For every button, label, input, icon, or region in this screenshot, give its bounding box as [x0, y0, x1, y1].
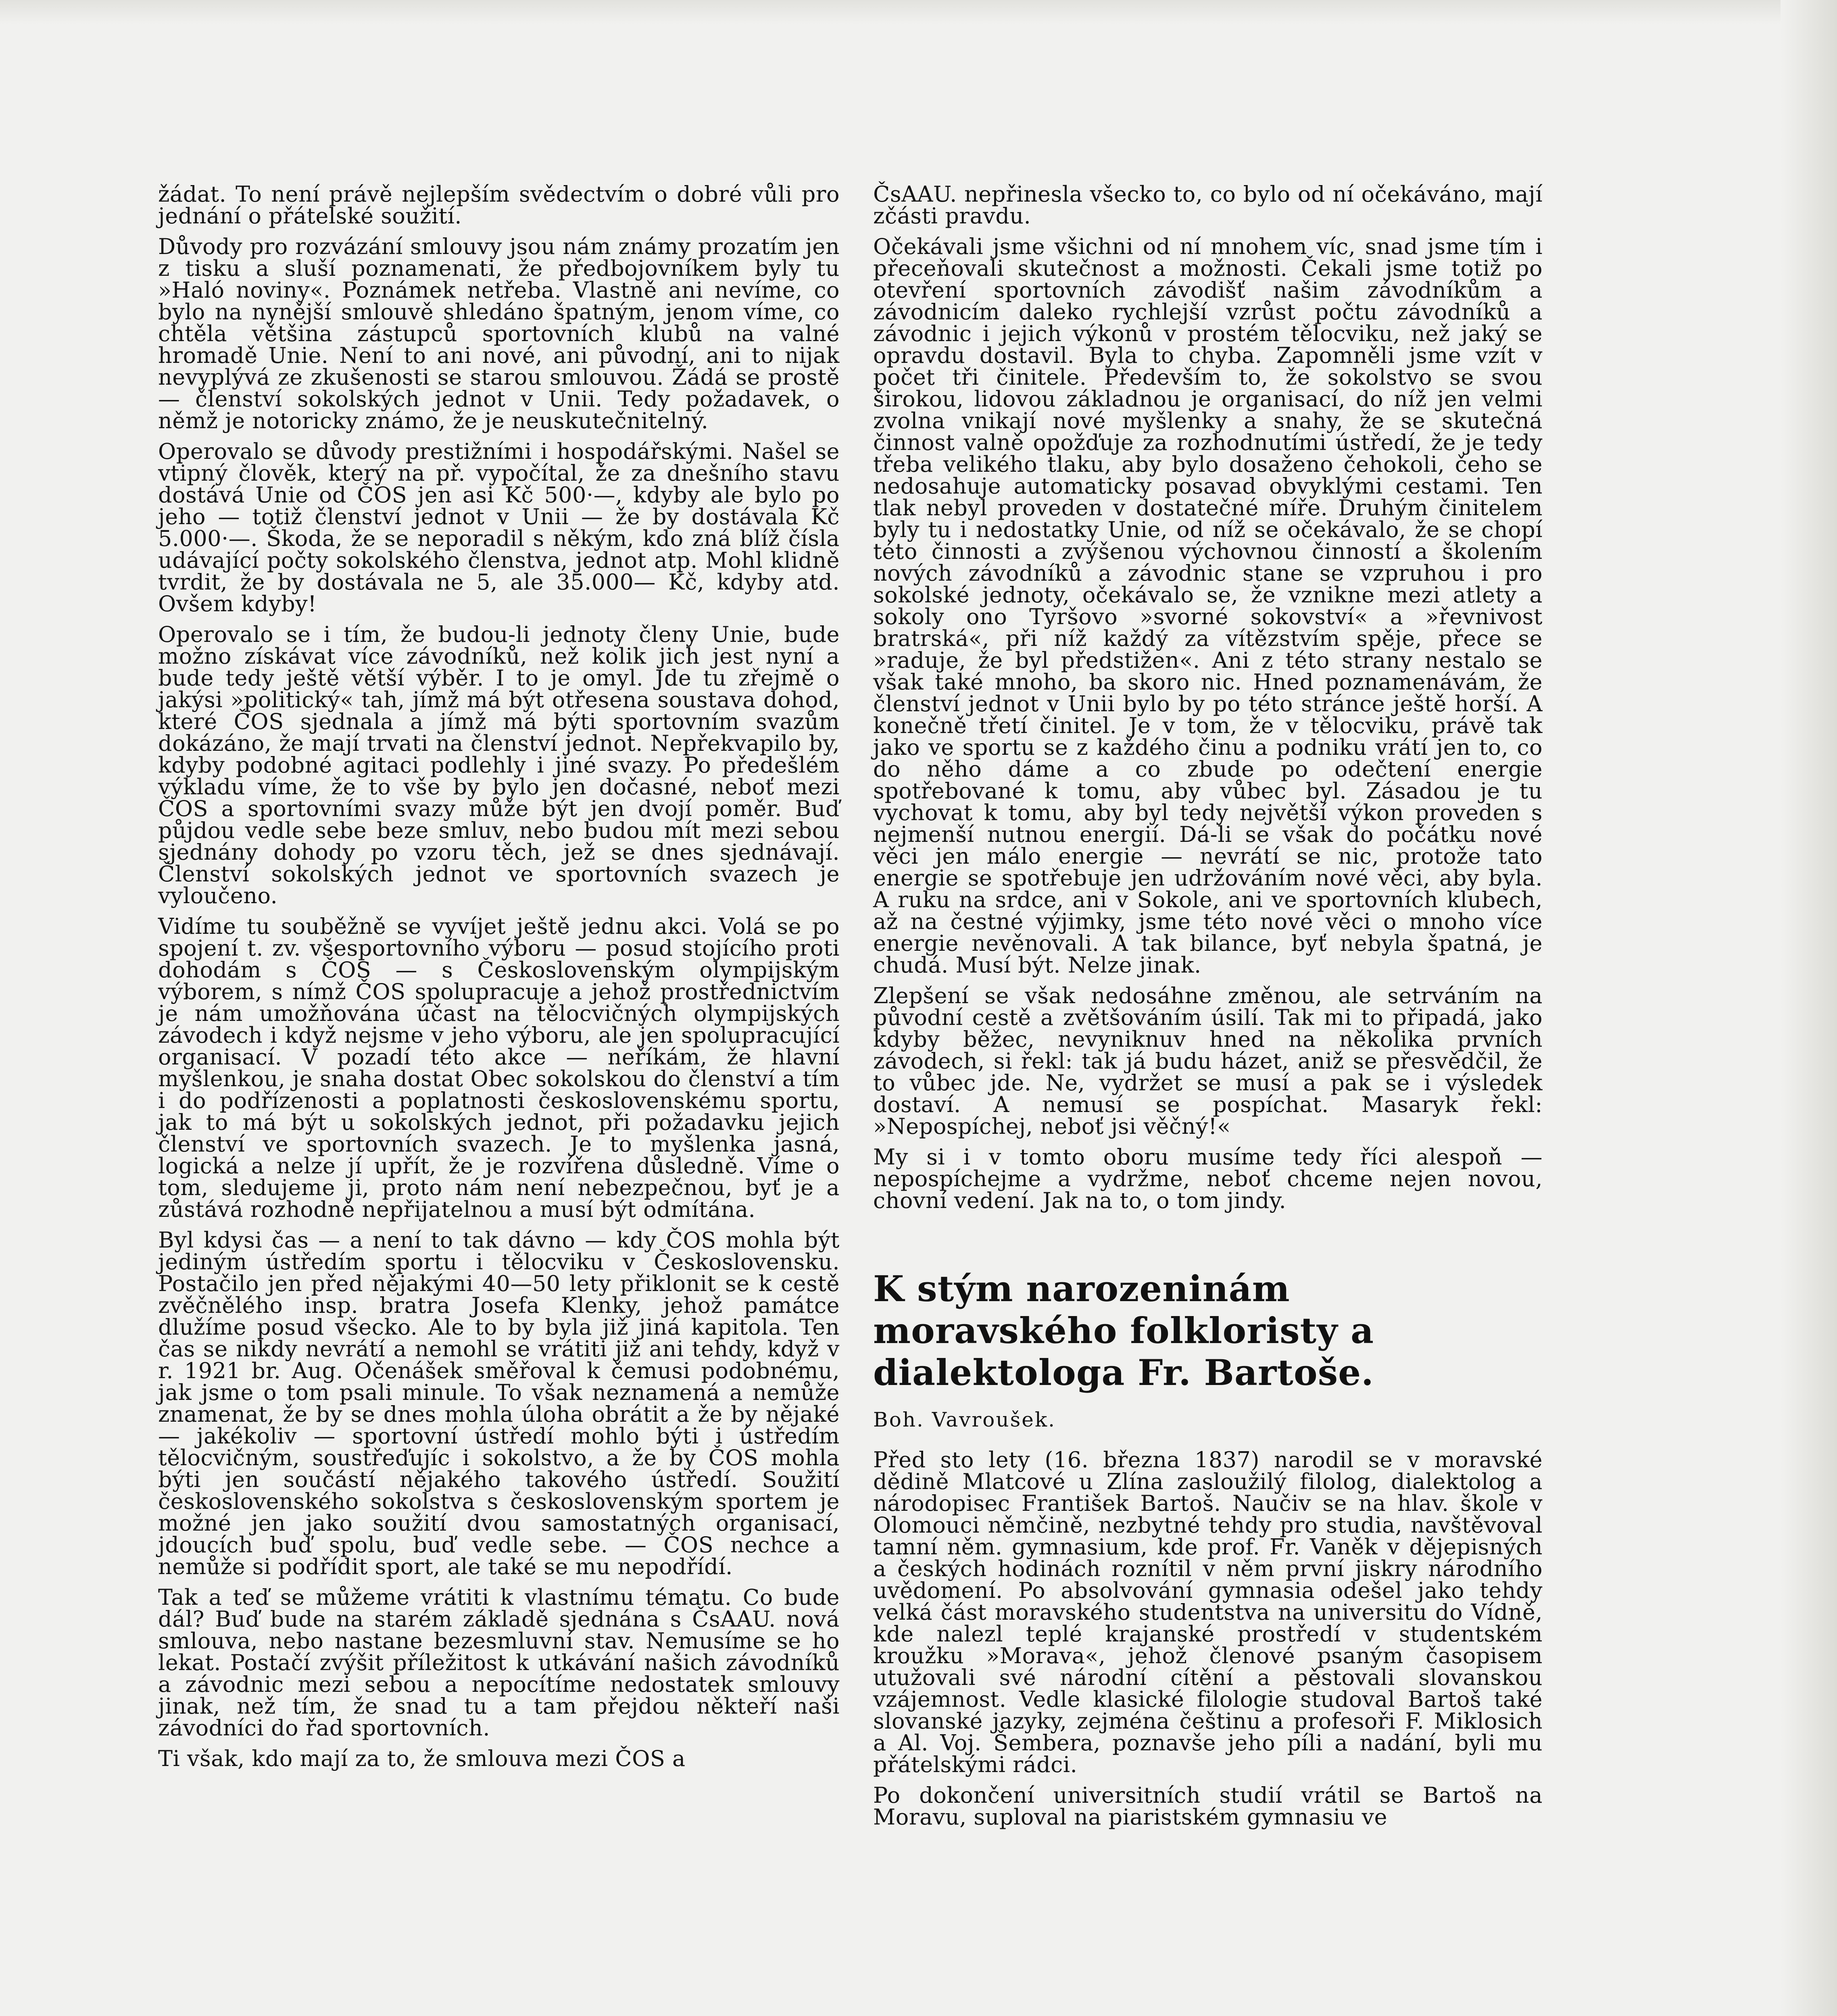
scan-edge	[1781, 0, 1837, 2016]
paragraph: Operovalo se i tím, že budou-li jednoty členy Unie, bude možno získávat více závodníků, než kolik jich jest nyní a bude tedy ještě větší výběr. I to je omyl. Jde tu zřejmě o jakýsi »politický« tah, jímž má být otřesena soustava dohod, které ČOS sjednala a jímž má býti sportovním svazům dokázáno, že mají trvati na členství jednot. Nepřekvapilo by, kdyby podobné agitaci podlehly i jiné svazy. Po předešlém výkladu víme, že to vše by bylo jen dočasné, neboť mezi ČOS a sportovními svazy může být jen dvojí poměr. Buď půjdou vedle sebe beze smluv, nebo budou mít mezi sebou sjednány dohody po vzoru těch, jež se dnes sjednávají. Členství sokolských jednot ve sportovních svazech je vyloučeno.	[158, 622, 840, 908]
article-byline: Boh. Vavroušek.	[873, 1408, 1056, 1432]
paragraph: Důvody pro rozvázání smlouvy jsou nám známy prozatím jen z tisku a sluší poznamenati, že předbojovníkem byly tu »Haló noviny«. Poznámek netřeba. Vlastně ani nevíme, co bylo na nynější smlouvě shledáno špatným, jenom víme, co chtěla většina zástupců sportovních klubů na valné hromadě Unie. Není to ani nové, ani původní, ani to nijak nevyplývá ze zkušenosti se starou smlouvou. Žádá se prostě — členství sokolských jednot v Unii. Tedy požadavek, o němž je notoricky známo, že je neuskutečnitelný.	[158, 234, 840, 433]
left-column	[158, 183, 840, 1779]
paragraph: ČsAAU. nepřinesla všecko to, co bylo od ní očekáváno, mají zčásti pravdu.	[873, 181, 1543, 229]
article-headline: K stým narozeninám moravského folkloristy a dialektologa Fr. Bartoše.	[873, 1268, 1374, 1393]
paragraph: Vidíme tu souběžně se vyvíjet ještě jednu akci. Volá se po spojení t. zv. všesportovního výboru — posud stojícího proti dohodám s ČOS — s Československým olympijským výborem, s nímž ČOS spolupracuje a jehož prostřednictvím je nám umožňována účast na tělocvičných olympijských závodech i když nejsme v jeho výboru, ale jen spolupracující organisací. V pozadí této akce — neříkám, že hlavní myšlenkou, je snaha dostat Obec sokolskou do členství a tím i do podřízenosti a poplatnosti československému sportu, jak to má být u sokolských jednot, při požadavku jejich členství ve sportovních svazech. Je to myšlenka jasná, logická a nelze jí upřít, že je rozvířena důsledně. Víme o tom, sledujeme ji, proto nám není nebezpečnou, byť je a zůstává rozhodně nepřijatelnou a musí být odmítána.	[158, 914, 840, 1222]
scan-edge	[0, 0, 1837, 24]
paragraph: Po dokončení universitních studií vrátil se Bartoš na Moravu, suploval na piaristském gymnasiu ve	[873, 1783, 1543, 1830]
right-column	[873, 183, 1543, 1837]
paragraph: My si i v tomto oboru musíme tedy říci alespoň — nepospíchejme a vydržme, neboť chceme nejen novou, chovní vedení. Jak na to, o tom jindy.	[873, 1144, 1543, 1213]
paragraph: Ti však, kdo mají za to, že smlouva mezi ČOS a	[158, 1746, 686, 1771]
paragraph: Tak a teď se můžeme vrátiti k vlastnímu tématu. Co bude dál? Buď bude na starém základě sjednána s ČsAAU. nová smlouva, nebo nastane bezesmluvní stav. Nemusíme se ho lekat. Postačí zvýšit příležitost k utkávání našich závodníků a závodnic mezi sebou a nepocítíme nedostatek smlouvy jinak, než tím, že snad tu a tam přejdou někteří naši závodníci do řad sportovních.	[158, 1585, 840, 1741]
paragraph: Zlepšení se však nedosáhne změnou, ale setrváním na původní cestě a zvětšováním úsilí. Tak mi to připadá, jako kdyby běžec, nevyniknuv hned na několika prvních závodech, si řekl: tak já budu házet, aniž se přesvědčil, že to vůbec jde. Ne, vydržet se musí a pak se i výsledek dostaví. A nemusí se pospíchat. Masaryk řekl: »Nepospíchej, neboť jsi věčný!«	[873, 983, 1543, 1139]
paragraph: Operovalo se důvody prestižními i hospodářskými. Našel se vtipný člověk, který na př. vypočítal, že za dnešního stavu dostává Unie od ČOS jen asi Kč 500·—, kdyby ale bylo po jeho — totiž členství jednot v Unii — že by dostávala Kč 5.000·—. Škoda, že se neporadil s někým, kdo zná blíž čísla udávající počty sokolského členstva, jednot atp. Mohl klidně tvrdit, že by dostávala ne 5, ale 35.000— Kč, kdyby atd. Ovšem kdyby!	[158, 439, 840, 616]
paragraph: Před sto lety (16. března 1837) narodil se v moravské dědině Mlatcové u Zlína zasloužilý filolog, dialektolog a národopisec František Bartoš. Naučiv se na hlav. škole v Olomouci němčině, nezbytné tehdy pro studia, navštěvoval tamní něm. gymnasium, kde prof. Fr. Vaněk v dějepisných a českých hodinách roznítil v něm první jiskry národního uvědomení. Po absolvování gymnasia odešel jako tehdy velká část moravského studentstva na universitu do Vídně, kde nalezl teplé krajanské prostředí v studentském kroužku »Morava«, jehož členové psaným časopisem utužovali své národní cítění a pěstovali slovanskou vzájemnost. Vedle klasické filologie studoval Bartoš také slovanské jazyky, zejména češtinu a profesoři F. Miklosich a Al. Voj. Šembera, poznavše jeho píli a nadání, byli mu přátelskými rádci.	[873, 1447, 1543, 1778]
paragraph: Očekávali jsme všichni od ní mnohem víc, snad jsme tím i přeceňovali skutečnost a možnosti. Čekali jsme totiž po otevření sportovních závodišť našim závodníkům a závodnicím daleko rychlejší vzrůst počtu závodníků a závodnic i jejich výkonů v prostém tělocviku, než jaký se opravdu dostavil. Byla to chyba. Zapomněli jsme vzít v počet tři činitele. Především to, že sokolstvo se svou širokou, lidovou základnou je organisací, do níž jen velmi zvolna vnikají nové myšlenky a snahy, že se skutečná činnost valně opožďuje za rozhodnutími ústředí, že je tedy třeba velikého tlaku, aby bylo dosaženo čehokoli, čeho se nedosahuje automaticky posavad obvyklými cestami. Ten tlak nebyl proveden v dostatečné míře. Druhým činitelem byly tu i nedostatky Unie, od níž se očekávalo, že se chopí této činnosti a zvýšenou výchovnou činností a školením nových závodníků a závodnic stane se vzpruhou i pro sokolské jednoty, očekávalo se, že vznikne mezi atlety a sokoly ono Tyršovo »svorné sokovství« a »řevnivost bratrská«, při níž každý za vítězstvím spěje, přece se »raduje, že byl předstižen«. Ani z této strany nestalo se však také mnoho, ba skoro nic. Hned poznamenávám, že členství jednot v Unii bylo by po této stránce ještě horší. A konečně třetí činitel. Je v tom, že v tělocviku, právě tak jako ve sportu se z každého činu a podniku vrátí jen to, co do něho dáme a co zbude po odečtení energie spotřebované k tomu, aby vůbec byl. Zásadou je tu vychovat k tomu, aby byl tedy největší výkon proveden s nejmenší nutnou energií. Dá-li se však do počátku nové věci jen málo energie — nevrátí se nic, protože tato energie se spotřebuje jen udržováním nové věci, aby byla. A ruku na srdce, ani v Sokole, ani ve sportovních klubech, až na čestné výjimky, jsme této nové věci o mnoho více energie nevěnovali. A tak bilance, byť nebyla špatná, je chudá. Musí být. Nelze jinak.	[873, 234, 1543, 978]
paragraph: Byl kdysi čas — a není to tak dávno — kdy ČOS mohla být jediným ústředím sportu i tělocviku v Československu. Postačilo jen před nějakými 40—50 lety přiklonit se k cestě zvěčnělého insp. bratra Josefa Klenky, jehož památce dlužíme posud všecko. Ale to by byla již jiná kapitola. Ten čas se nikdy nevrátí a nemohl se vrátiti již ani tehdy, když v r. 1921 br. Aug. Očenášek směřoval k čemusi podobnému, jak jsme o tom psali minule. To však neznamená a nemůže znamenat, že by se dnes mohla úloha obrátit a že by nějaké — jakékoliv — sportovní ústředí mohlo býti i ústředím tělocvičným, soustřeďujíc i sokolstvo, a že by ČOS mohla býti jen součástí nějakého takového ústředí. Soužití československého sokolstva s československým sportem je možné jen jako soužití dvou samostatných organisací, jdoucích buď spolu, buď vedle sebe. — ČOS nechce a nemůže si podřídit sport, ale také se mu nepodřídí.	[158, 1227, 840, 1579]
paragraph: žádat. To není právě nejlepším svědectvím o dobré vůli pro jednání o přátelské soužití.	[158, 181, 840, 229]
